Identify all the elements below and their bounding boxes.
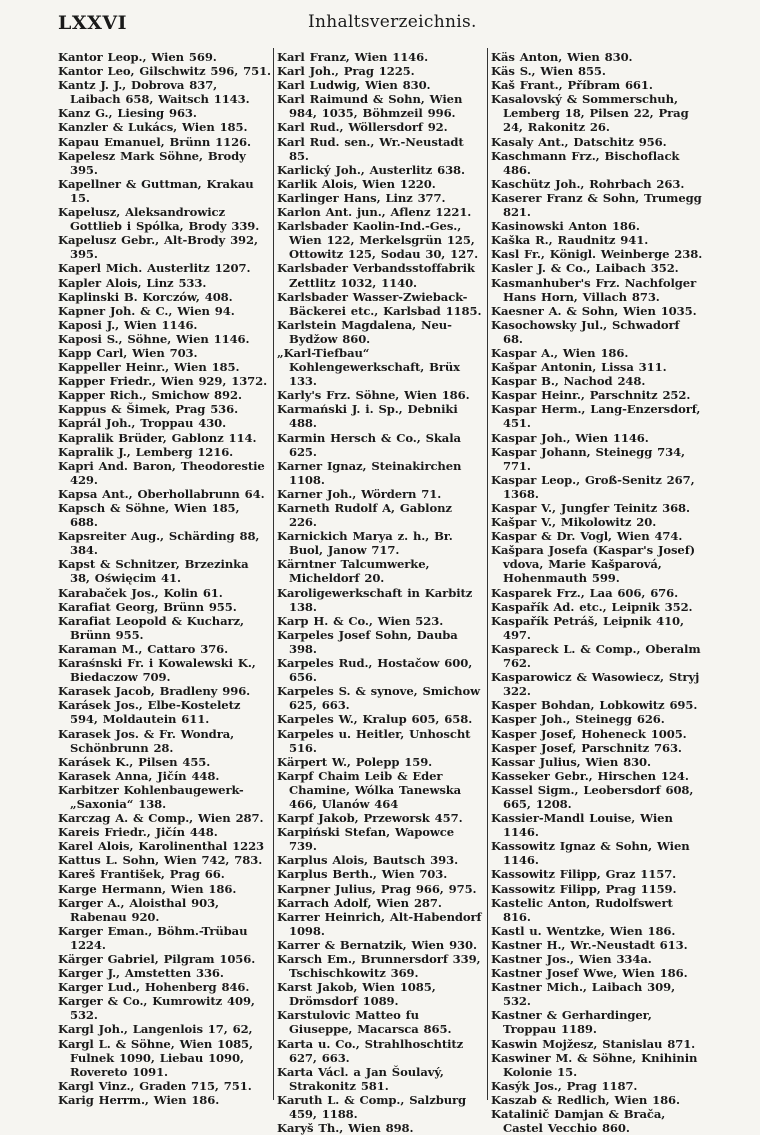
- index-entry: Karoligewerkschaft in Karbitz 138.: [277, 585, 473, 614]
- page-title: Inhaltsverzeichnis.: [308, 12, 477, 32]
- index-entry: Kašpar Antonin, Lissa 311.: [491, 360, 667, 375]
- index-entry: Karl Raimund & Sohn, Wien 984, 1035, Böhmzeil 996.: [277, 92, 463, 121]
- index-entry: Karmin Hersch & Co., Skala 625.: [277, 430, 461, 459]
- index-entry: Karrach Adolf, Wien 287.: [277, 895, 442, 910]
- index-entry: Kaspar B., Nachod 248.: [491, 374, 646, 389]
- index-entry: Kapralik J., Lemberg 1216.: [58, 444, 234, 459]
- index-entry: Karlstein Magdalena, Neu-Bydžow 860.: [277, 317, 452, 346]
- index-entry: Kapsreiter Aug., Schärding 88, 384.: [58, 529, 260, 558]
- index-entry: Karpeles u. Heitler, Unhoscht 516.: [277, 726, 471, 755]
- index-entry: Karaman M., Cattaro 376.: [58, 641, 229, 656]
- index-entry: Karlik Alois, Wien 1220.: [277, 176, 436, 191]
- index-entry: Kaschmann Frz., Bischoflack 486.: [491, 148, 680, 177]
- index-entry: Karczag A. & Comp., Wien 287.: [58, 811, 264, 826]
- index-entry: Kappus & Šimek, Prag 536.: [58, 402, 239, 417]
- index-entry: Kastner & Gerhardinger, Troppau 1189.: [491, 1008, 652, 1037]
- index-entry: Kaschütz Joh., Rohrbach 263.: [491, 176, 685, 191]
- index-entry: Karpeles S. & synove, Smichow 625, 663.: [277, 684, 481, 713]
- index-entry: Karyš Th., Wien 898.: [277, 1121, 414, 1135]
- index-entry: Kaposi S., Söhne, Wien 1146.: [58, 331, 250, 346]
- page-number: LXXVI: [58, 12, 127, 34]
- index-entry: „Karl-Tiefbau“ Kohlengewerkschaft, Brüx 133.: [277, 345, 460, 389]
- index-entry: Kaspar & Dr. Vogl, Wien 474.: [491, 529, 683, 544]
- index-entry: Karmański J. i. Sp., Debniki 488.: [277, 402, 458, 431]
- index-column-1: [58, 50, 271, 1107]
- index-entry: Kargl Joh., Langenlois 17, 62,: [58, 1022, 253, 1037]
- index-entry: Karabaček Jos., Kolin 61.: [58, 585, 223, 600]
- index-entry: Karasek Jos. & Fr. Wondra, Schönbrunn 28.: [58, 726, 235, 755]
- index-entry: Kappeller Heinr., Wien 185.: [58, 360, 240, 375]
- index-entry: Karl Franz, Wien 1146.: [277, 50, 429, 64]
- index-entry: Katalinič Damjan & Brača, Castel Vecchio 860.: [491, 1107, 666, 1135]
- index-entry: Kaspareck L. & Comp., Oberalm 762.: [491, 641, 701, 671]
- index-entry: Karger J., Amstetten 336.: [58, 966, 224, 981]
- index-entry: Kapri And. Baron, Theodorestie 429.: [58, 458, 265, 487]
- index-entry: Kapler Alois, Linz 533.: [58, 275, 207, 290]
- index-entry: Karaśnski Fr. i Kowalewski K., Biedaczow 709.: [58, 656, 256, 685]
- index-entry: Karp H. & Co., Wien 523.: [277, 613, 444, 628]
- index-column-3: [491, 50, 703, 1135]
- index-entry: Kašpara Josefa (Kaspar's Josef) vdova, Marie Kašparová, Hohenmauth 599.: [491, 543, 695, 586]
- index-entry: Karneth Rudolf A, Gablonz 226.: [277, 501, 452, 530]
- index-entry: Karel Alois, Karolinenthal 1223: [58, 839, 265, 854]
- index-entry: Kastner Jos., Wien 334a.: [491, 952, 652, 966]
- index-entry: Kaesner A. & Sohn, Wien 1035.: [491, 303, 697, 318]
- index-entry: Karner Ignaz, Steinakirchen 1108.: [277, 458, 462, 487]
- index-entry: Kaswin Mojžesz, Stanislau 871.: [491, 1036, 696, 1051]
- index-entry: Kassowitz Filipp, Prag 1159.: [491, 881, 677, 896]
- index-entry: Karstulovic Matteo fu Giuseppe, Macarsca 865.: [277, 1008, 452, 1037]
- index-entry: Kasper Josef, Parschnitz 763.: [491, 740, 682, 755]
- index-entry: Karpiński Stefan, Wapowce 739.: [277, 825, 455, 854]
- index-entry: Karger & Co., Kumrowitz 409, 532.: [58, 994, 255, 1023]
- index-entry: Kastl u. Wentzke, Wien 186.: [491, 923, 676, 938]
- index-entry: Karnickich Marya z. h., Br. Buol, Janow 717.: [277, 529, 453, 558]
- index-entry: Karpf Jakob, Przeworsk 457.: [277, 811, 463, 826]
- index-entry: Karl Rud. sen., Wr.-Neustadt 85.: [277, 134, 464, 163]
- index-entry: Kapelusz Gebr., Alt-Brody 392, 395.: [58, 233, 258, 262]
- index-entry: Karlinger Hans, Linz 377.: [277, 190, 446, 205]
- index-entry: Karl Joh., Prag 1225.: [277, 64, 415, 79]
- index-entry: Kaprál Joh., Troppau 430.: [58, 416, 227, 431]
- index-column-2: [277, 50, 483, 1135]
- index-entry: Kaspar V., Jungfer Teinitz 368.: [491, 501, 690, 515]
- index-entry: Karplus Alois, Bautsch 393.: [277, 853, 459, 868]
- index-entry: Kasper Josef, Hoheneck 1005.: [491, 726, 687, 741]
- index-entry: Kasmanhuber's Frz. Nachfolger Hans Horn, Villach 873.: [491, 275, 697, 304]
- index-entry: Kanzler & Lukács, Wien 185.: [58, 120, 248, 135]
- index-entry: Karlon Ant. jun., Aflenz 1221.: [277, 205, 472, 220]
- index-entry: Käs S., Wien 855.: [491, 64, 606, 79]
- index-entry: Kargl L. & Söhne, Wien 1085, Fulnek 1090, Liebau 1090, Rovereto 1091.: [58, 1036, 253, 1079]
- index-entry: Kasper Joh., Steinegg 626.: [491, 712, 665, 727]
- index-entry: Karpeles Rud., Hostačow 600, 656.: [277, 656, 473, 685]
- index-entry: Kapner Joh. & C., Wien 94.: [58, 303, 235, 318]
- index-entry: Kargl Vinz., Graden 715, 751.: [58, 1078, 252, 1093]
- index-entry: Kapralik Brüder, Gablonz 114.: [58, 430, 257, 445]
- index-entry: Kaspar A., Wien 186.: [491, 345, 629, 360]
- index-entry: Karger A., Aloisthal 903, Rabenau 920.: [58, 895, 219, 924]
- index-entry: Karger Lud., Hohenberg 846.: [58, 980, 250, 995]
- index-entry: Karge Hermann, Wien 186.: [58, 881, 237, 896]
- index-entry: Kantz J. J., Dobrova 837, Laibach 658, Waitsch 1143.: [58, 78, 250, 107]
- index-entry: Kaspařík Ad. etc., Leipnik 352.: [491, 599, 693, 614]
- index-entry: Kastner Josef Wwe, Wien 186.: [491, 966, 688, 981]
- index-entry: Kašpar V., Mikolowitz 20.: [491, 515, 657, 530]
- index-entry: Kasalovský & Sommerschuh, Lemberg 18, Pilsen 22, Prag 24, Rakonitz 26.: [491, 92, 689, 135]
- index-entry: Kasinowski Anton 186.: [491, 219, 640, 234]
- index-entry: Kärger Gabriel, Pilgram 1056.: [58, 952, 256, 966]
- index-entry: Kaspařík Petráš, Leipnik 410, 497.: [491, 613, 684, 642]
- index-entry: Karrer Heinrich, Alt-Habendorf 1098.: [277, 909, 482, 938]
- index-entry: Karlický Joh., Austerlitz 638.: [277, 162, 465, 177]
- index-entry: Kareis Friedr., Jičín 448.: [58, 825, 218, 840]
- index-entry: Karst Jakob, Wien 1085, Drömsdorf 1089.: [277, 980, 436, 1009]
- index-entry: Kapelesz Mark Söhne, Brody 395.: [58, 148, 246, 177]
- index-entry: Kaspar Joh., Wien 1146.: [491, 430, 649, 445]
- index-entry: Kaška R., Raudnitz 941.: [491, 233, 649, 248]
- index-entry: Karásek K., Pilsen 455.: [58, 754, 211, 769]
- index-entry: Kärntner Talcumwerke, Micheldorf 20.: [277, 557, 430, 586]
- index-entry: Kaplinski B. Korczów, 408.: [58, 289, 233, 304]
- column-divider: [487, 48, 488, 1100]
- index-entry: Karsch Em., Brunnersdorf 339, Tschischkowitz 369.: [277, 952, 481, 981]
- index-entry: Kastner H., Wr.-Neustadt 613.: [491, 937, 688, 952]
- index-entry: Kärpert W., Polepp 159.: [277, 754, 433, 769]
- index-entry: Kastelic Anton, Rudolfswert 816.: [491, 895, 673, 924]
- index-entry: Karlsbader Wasser-Zwieback-Bäckerei etc., Karlsbad 1185.: [277, 289, 482, 318]
- index-entry: Kasochowsky Jul., Schwadorf 68.: [491, 317, 680, 346]
- index-entry: Karásek Jos., Elbe-Kosteletz 594, Moldautein 611.: [58, 698, 241, 727]
- index-entry: Kasaly Ant., Datschitz 956.: [491, 134, 667, 149]
- index-entry: Kattus L. Sohn, Wien 742, 783.: [58, 853, 263, 868]
- index-entry: Kanz G., Liesing 963.: [58, 106, 197, 121]
- index-entry: Kareš František, Prag 66.: [58, 867, 225, 882]
- index-entry: Kapper Rich., Smichow 892.: [58, 388, 242, 403]
- index-entry: Kantor Leo, Gilschwitz 596, 751.: [58, 64, 271, 79]
- index-entry: Kapst & Schnitzer, Brzezinka 38, Oświęcim 41.: [58, 557, 249, 586]
- index-entry: Karpf Chaim Leib & Eder Chamine, Wólka Tanewska 466, Ulanów 464: [277, 768, 462, 811]
- index-entry: Kassier-Mandl Louise, Wien 1146.: [491, 811, 673, 840]
- index-entry: Karasek Jacob, Bradleny 996.: [58, 684, 251, 699]
- index-entry: Karasek Anna, Jičín 448.: [58, 768, 220, 783]
- index-entry: Kapsa Ant., Oberhollabrunn 64.: [58, 486, 265, 501]
- index-entry: Kassowitz Ignaz & Sohn, Wien 1146.: [491, 839, 690, 868]
- index-entry: Kapau Emanuel, Brünn 1126.: [58, 134, 251, 149]
- index-entry: Kantor Leop., Wien 569.: [58, 50, 217, 64]
- index-entry: Karafiat Georg, Brünn 955.: [58, 599, 237, 614]
- index-entry: Kassel Sigm., Leobersdorf 608, 665, 1208.: [491, 782, 694, 811]
- index-entry: Kaszab & Redlich, Wien 186.: [491, 1092, 680, 1107]
- index-entry: Kassowitz Filipp, Graz 1157.: [491, 867, 677, 882]
- index-entry: Kasseker Gebr., Hirschen 124.: [491, 768, 689, 783]
- index-entry: Kaspar Leop., Groß-Senitz 267, 1368.: [491, 472, 695, 501]
- index-entry: Karig Herrm., Wien 186.: [58, 1092, 220, 1107]
- index-entry: Karplus Berth., Wien 703.: [277, 867, 448, 882]
- index-entry: Kapelusz, Aleksandrowicz Gottlieb i Spólka, Brody 339.: [58, 205, 260, 234]
- index-entry: Karafiat Leopold & Kucharz, Brünn 955.: [58, 613, 244, 642]
- index-entry: Kasýk Jos., Prag 1187.: [491, 1078, 638, 1093]
- index-entry: Kasper Bohdan, Lobkowitz 695.: [491, 698, 698, 713]
- index-entry: Kapellner & Guttman, Krakau 15.: [58, 176, 254, 205]
- index-entry: Kassar Julius, Wien 830.: [491, 754, 651, 769]
- index-entry: Kasparowicz & Wasowiecz, Stryj 322.: [491, 670, 700, 699]
- index-entry: Kasl Fr., Königl. Weinberge 238.: [491, 247, 703, 262]
- index-entry: Kaswiner M. & Söhne, Knihinin Kolonie 15.: [491, 1050, 698, 1079]
- index-entry: Karrer & Bernatzik, Wien 930.: [277, 937, 477, 952]
- page-header: [58, 12, 720, 42]
- index-entry: Karl Ludwig, Wien 830.: [277, 78, 431, 93]
- index-entry: Karlsbader Verbandsstoffabrik Zettlitz 1032, 1140.: [277, 261, 475, 290]
- index-entry: Kapp Carl, Wien 703.: [58, 345, 198, 360]
- index-entry: Kasler J. & Co., Laibach 352.: [491, 261, 679, 276]
- index-entry: Karpeles W., Kralup 605, 658.: [277, 712, 473, 727]
- index-entry: Karger Eman., Böhm.-Trübau 1224.: [58, 923, 248, 952]
- index-entry: Käs Anton, Wien 830.: [491, 50, 633, 64]
- index-entry: Kastner Mich., Laibach 309, 532.: [491, 980, 676, 1009]
- index-entry: Kasparek Frz., Laa 606, 676.: [491, 585, 679, 600]
- index-entry: Karuth L. & Comp., Salzburg 459, 1188.: [277, 1092, 467, 1122]
- column-divider: [273, 48, 274, 1100]
- index-entry: Kaspar Johann, Steinegg 734, 771.: [491, 444, 685, 473]
- index-entry: Kaperl Mich. Austerlitz 1207.: [58, 261, 251, 276]
- index-entry: Kaserer Franz & Sohn, Trumegg 821.: [491, 190, 702, 220]
- index-entry: Kapper Friedr., Wien 929, 1372.: [58, 374, 268, 389]
- index-entry: Karta Václ. a Jan Šoulavý, Strakonitz 581.: [277, 1064, 444, 1093]
- index-entry: Karbitzer Kohlenbaugewerk-„Saxonia“ 138.: [58, 782, 244, 811]
- index-entry: Kaspar Herm., Lang-Enzersdorf, 451.: [491, 402, 701, 431]
- index-entry: Karner Joh., Wördern 71.: [277, 486, 442, 501]
- index-entry: Karlsbader Kaolin-Ind.-Ges., Wien 122, Merkelsgrün 125, Ottowitz 125, Sodau 30, 127.: [277, 219, 479, 262]
- index-entry: Karpeles Josef Sohn, Dauba 398.: [277, 627, 458, 656]
- index-entry: Karly's Frz. Söhne, Wien 186.: [277, 388, 470, 403]
- index-entry: Kaposi J., Wien 1146.: [58, 317, 198, 332]
- index-entry: Karl Rud., Wöllersdorf 92.: [277, 120, 448, 135]
- index-entry: Karpner Julius, Prag 966, 975.: [277, 881, 477, 896]
- index-entry: Karta u. Co., Strahlhoschtitz 627, 663.: [277, 1036, 464, 1065]
- index-entry: Kaš Frant., Příbram 661.: [491, 78, 653, 93]
- index-entry: Kaspar Heinr., Parschnitz 252.: [491, 388, 691, 403]
- index-entry: Kapsch & Söhne, Wien 185, 688.: [58, 501, 240, 530]
